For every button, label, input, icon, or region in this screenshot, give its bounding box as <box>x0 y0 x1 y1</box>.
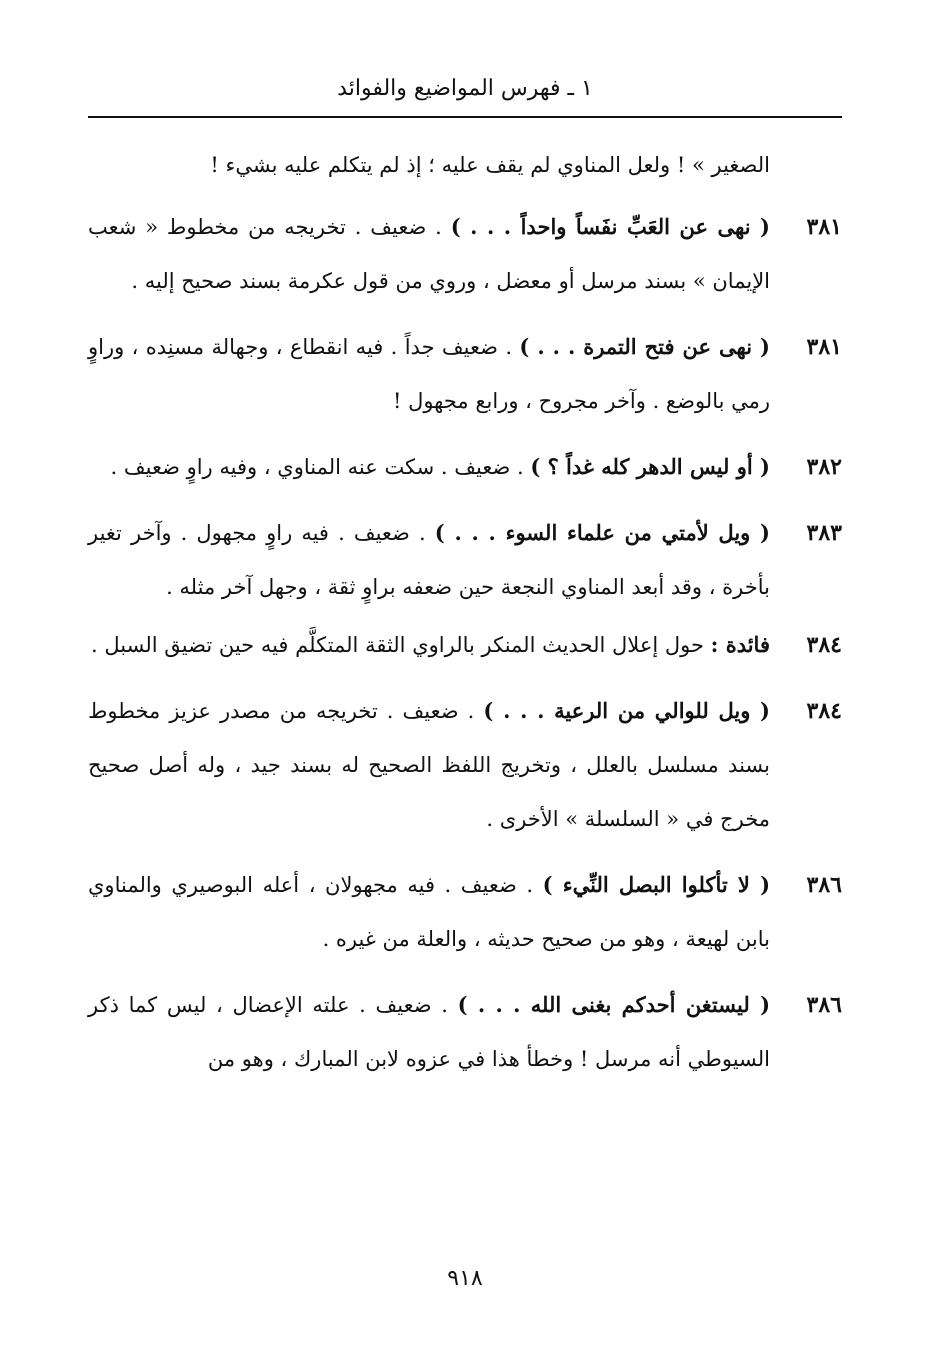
entry-heading: ( ليستغن أحدكم بغنى الله . . . ) <box>457 992 771 1017</box>
continuation-text: الصغير » ! ولعل المناوي لم يقف عليه ؛ إذ لم يتكلم عليه بشيء ! <box>210 153 770 177</box>
index-entry <box>88 684 842 846</box>
entry-heading: ( أو ليس الدهر كله غداً ؟ ) <box>530 454 770 479</box>
entry-page-number: ٣٨٣ <box>806 520 842 546</box>
entry-heading: ( ويل لأمتي من علماء السوء . . . ) <box>434 520 770 545</box>
entry-text: . ضعيف . فيه راوٍ مجهول . وآخر تغير بأخرة ، وقد أبعد المناوي النجعة حين ضعفه براوٍ ثقة ، وجهل آخر مثله . <box>88 521 770 599</box>
entry-page-number: ٣٨١ <box>806 214 842 240</box>
index-entry <box>88 320 842 428</box>
entry-body <box>88 978 770 1086</box>
entry-text: . ضعيف جداً . فيه انقطاع ، وجهالة مسنِده ، وراوٍ رمي بالوضع . وآخر مجروح ، ورابع مجهول ! <box>88 335 770 413</box>
entry-text: . ضعيف . علته الإعضال ، ليس كما ذكر السيوطي أنه مرسل ! وخطأ هذا في عزوه لابن المبارك ، وهو من <box>88 993 770 1071</box>
entry-text: حول إعلال الحديث المنكر بالراوي الثقة المتكلَّم فيه حين تضيق السبل . <box>91 633 711 657</box>
entry-page-number: ٣٨٢ <box>806 454 842 480</box>
page-footer <box>88 1262 842 1296</box>
index-entry <box>88 440 842 494</box>
page-number: ٩١٨ <box>447 1266 483 1291</box>
entry-heading: ( نهى عن العَبِّ نفَساً واحداً . . . ) <box>450 214 770 239</box>
entry-page-number: ٣٨٦ <box>806 992 842 1018</box>
index-entry <box>88 618 842 672</box>
entry-body <box>88 684 770 846</box>
entry-text: . ضعيف . تخريجه من مصدر عزيز مخطوط بسند مسلسل بالعلل ، وتخريج اللفظ الصحيح له بسند جيد ، وله أصل صحيح مخرج في « السلسلة » الأخرى . <box>88 699 770 831</box>
entry-body <box>88 200 770 308</box>
entry-body <box>88 858 770 966</box>
entry-page-number: ٣٨٤ <box>806 698 842 724</box>
index-entry <box>88 506 842 614</box>
page-header <box>88 72 842 106</box>
entry-page-number: ٣٨١ <box>806 334 842 360</box>
entry-body <box>88 320 770 428</box>
entry-heading: ( ويل للوالي من الرعية . . . ) <box>483 698 770 723</box>
entry-body <box>88 618 770 672</box>
header-rule <box>88 116 842 118</box>
entry-text: . ضعيف . سكت عنه المناوي ، وفيه راوٍ ضعيف . <box>110 455 531 479</box>
index-entry <box>88 200 842 308</box>
entry-heading: ( نهى عن فتح التمرة . . . ) <box>519 334 770 359</box>
entry-heading: فائدة : <box>710 632 770 657</box>
header-title: ١ ـ فهرس المواضيع والفوائد <box>337 76 593 101</box>
index-content <box>88 138 842 1086</box>
entry-page-number: ٣٨٤ <box>806 632 842 658</box>
index-entry <box>88 858 842 966</box>
entry-page-number: ٣٨٦ <box>806 872 842 898</box>
entry-body <box>88 506 770 614</box>
entry-heading: ( لا تأكلوا البصل النِّيء ) <box>542 872 771 897</box>
entry-text: . ضعيف . تخريجه من مخطوط « شعب الإيمان » بسند مرسل أو معضل ، وروي من قول عكرمة بسند صحيح إليه . <box>88 215 770 293</box>
entry-body <box>88 440 770 494</box>
entry-text: . ضعيف . فيه مجهولان ، أعله البوصيري والمناوي بابن لهيعة ، وهو من صحيح حديثه ، والعلة من غيره . <box>88 873 770 951</box>
index-entry <box>88 978 842 1086</box>
